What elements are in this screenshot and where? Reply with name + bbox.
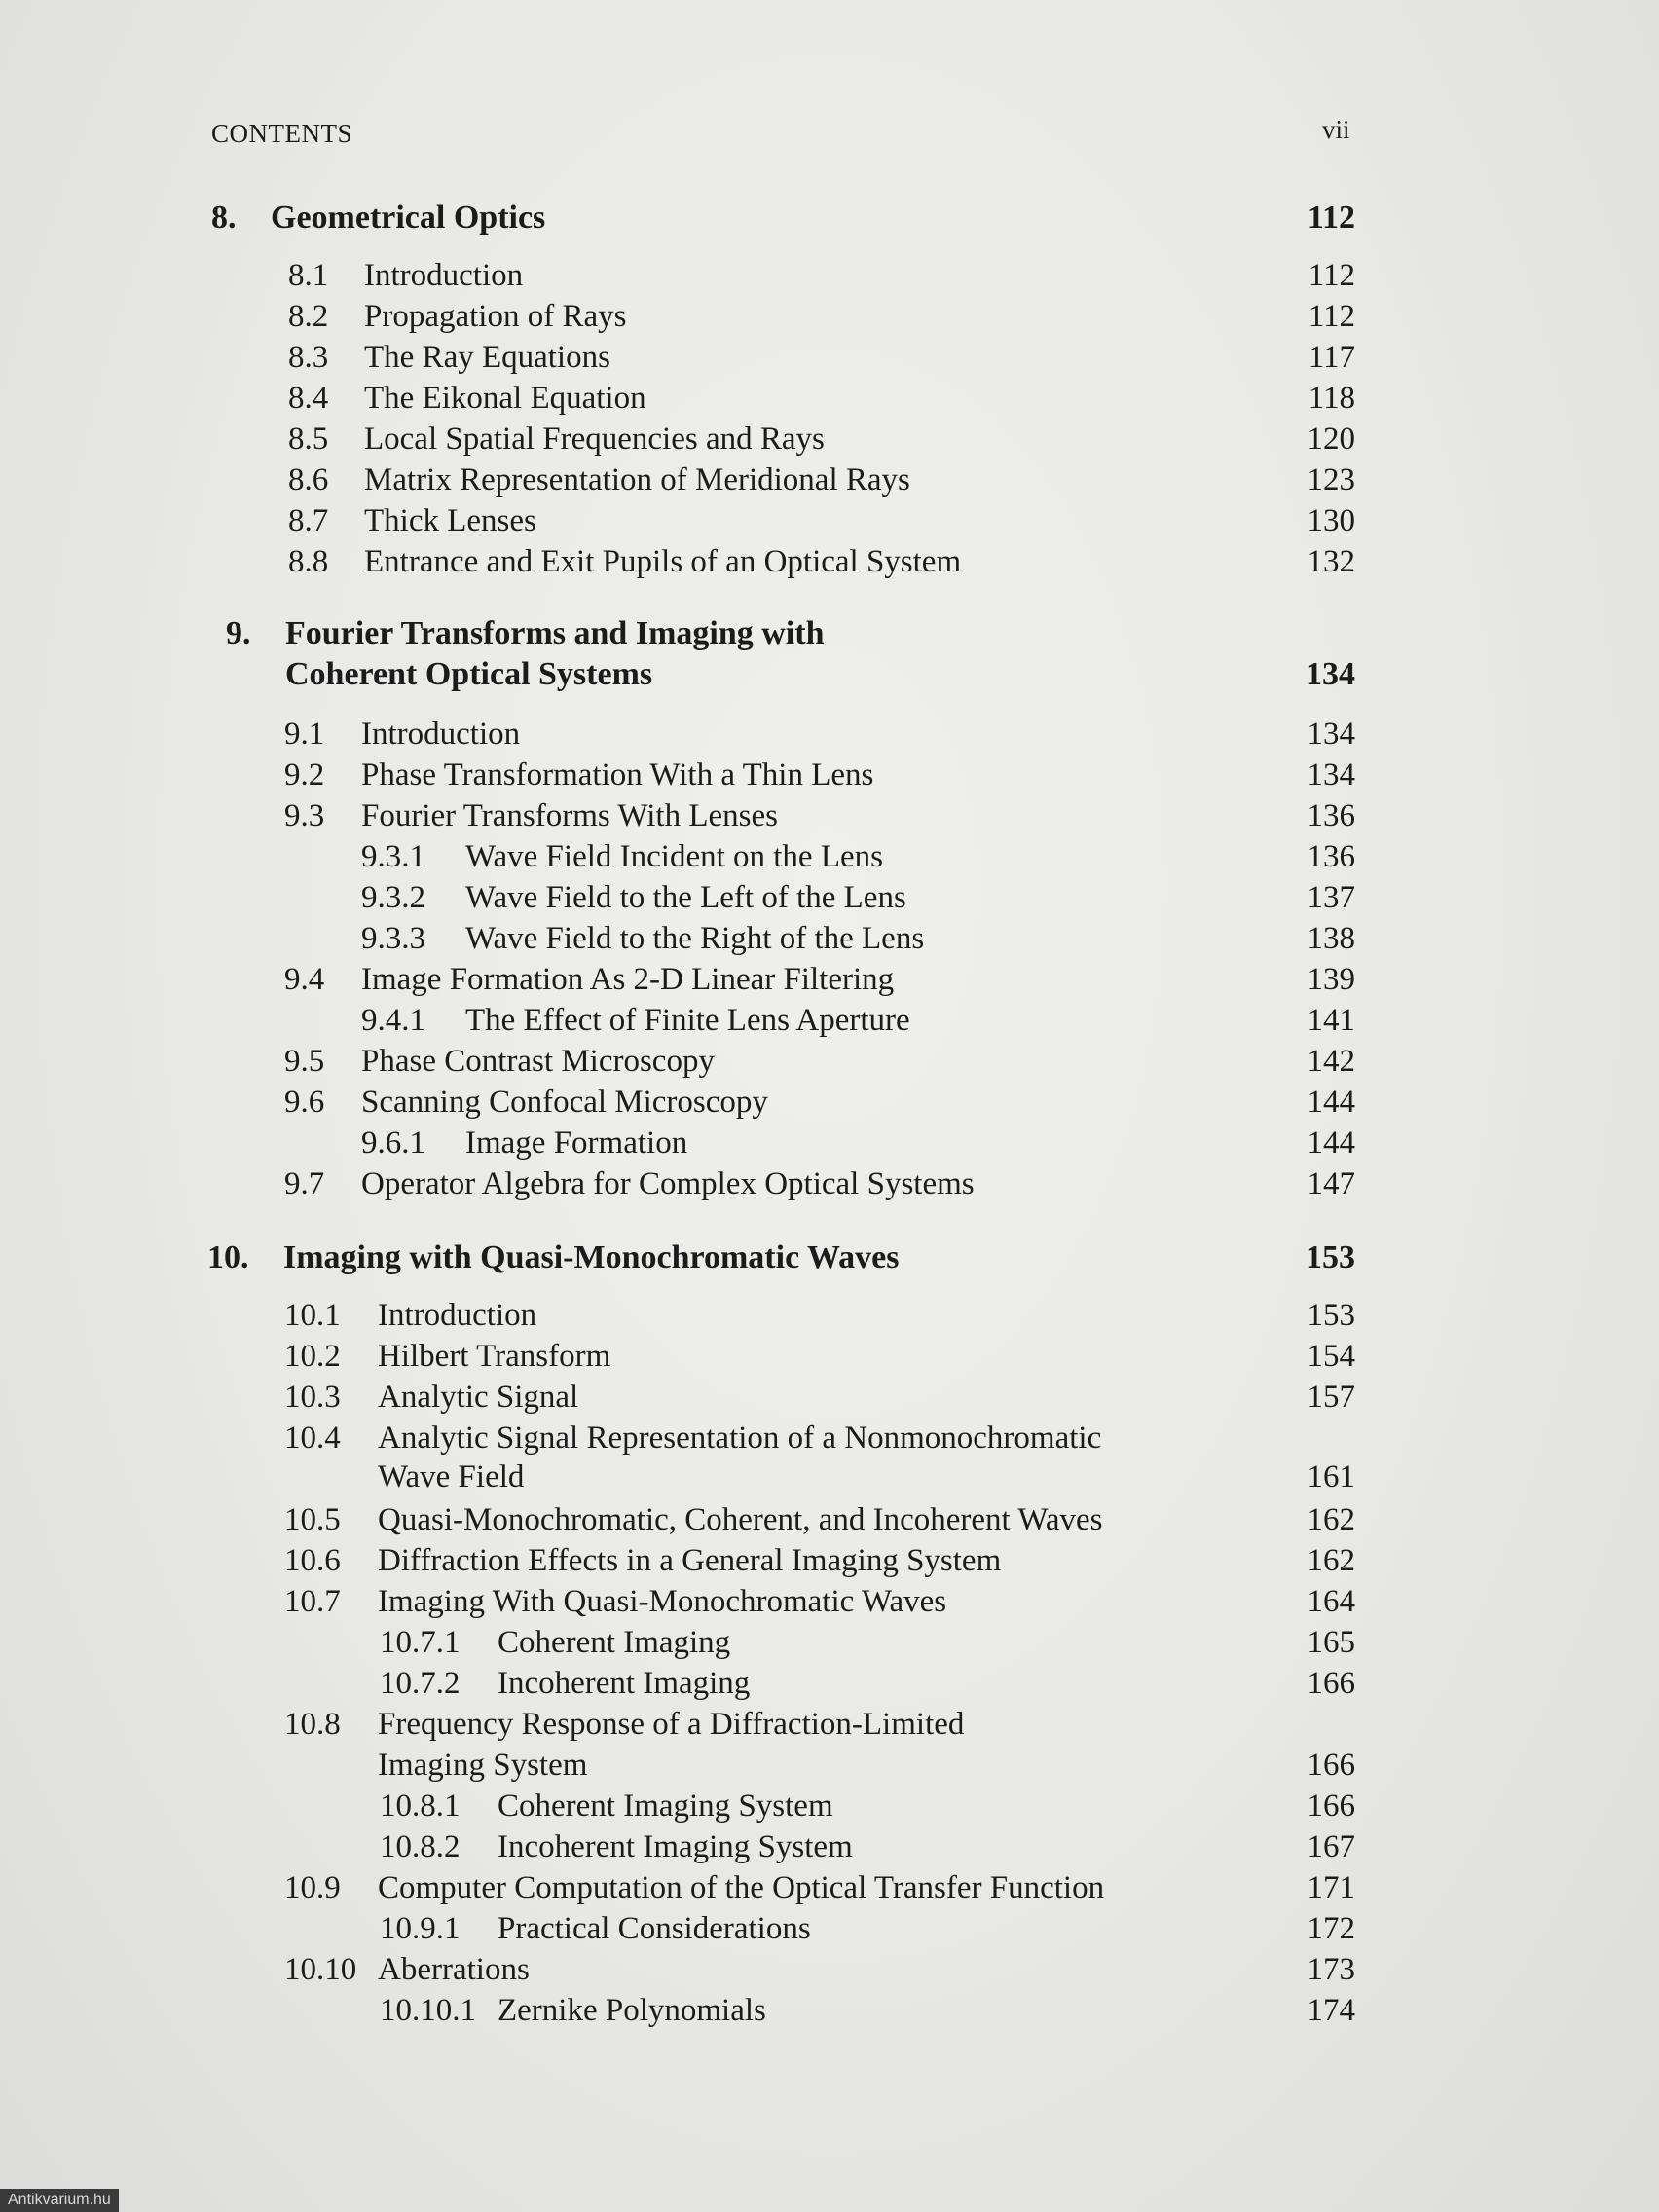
section-title: Thick Lenses <box>364 503 536 538</box>
subsection-number: 9.3.1 <box>361 839 425 874</box>
subsection-page: 174 <box>1307 1993 1355 2028</box>
section-number: 10.9 <box>284 1870 341 1905</box>
section-number: 9.3 <box>284 798 325 833</box>
chapter-number: 8. <box>211 200 237 236</box>
subsection-number: 9.3.2 <box>361 880 425 915</box>
section-number: 9.1 <box>284 717 325 752</box>
section-number: 10.10 <box>284 1952 357 1987</box>
section-page: 134 <box>1307 757 1355 793</box>
section-title: Computer Computation of the Optical Transfer Function <box>378 1870 1105 1905</box>
section-number: 8.3 <box>288 340 329 375</box>
subsection-title: Zernike Polynomials <box>498 1993 766 2028</box>
section-number: 10.6 <box>284 1543 341 1578</box>
section-page: 173 <box>1307 1952 1355 1987</box>
subsection-page: 167 <box>1307 1829 1355 1864</box>
section-title: Quasi-Monochromatic, Coherent, and Incoherent Waves <box>378 1502 1103 1537</box>
subsection-number: 9.3.3 <box>361 921 425 956</box>
subsection-title: Practical Considerations <box>498 1911 811 1946</box>
section-page: 130 <box>1307 503 1355 538</box>
subsection-title: Wave Field to the Left of the Lens <box>465 880 906 915</box>
subsection-page: 141 <box>1307 1003 1355 1038</box>
subsection-number: 10.9.1 <box>380 1911 461 1946</box>
subsection-number: 10.7.2 <box>380 1666 461 1701</box>
section-number: 8.4 <box>288 381 329 416</box>
section-number: 9.4 <box>284 962 325 997</box>
section-title: Image Formation As 2-D Linear Filtering <box>361 962 895 997</box>
section-page: 120 <box>1307 422 1355 457</box>
subsection-page: 138 <box>1307 921 1355 956</box>
section-title: Introduction <box>364 258 524 293</box>
section-page: 166 <box>1307 1748 1355 1783</box>
section-title: The Eikonal Equation <box>364 381 646 416</box>
section-page: 112 <box>1308 258 1355 293</box>
section-title: Imaging System <box>378 1748 588 1783</box>
page-number-roman: vii <box>1322 115 1350 144</box>
section-title: Frequency Response of a Diffraction-Limited <box>378 1707 965 1742</box>
subsection-page: 144 <box>1307 1125 1355 1161</box>
section-page: 161 <box>1307 1459 1355 1494</box>
chapter-number: 9. <box>226 615 251 651</box>
section-number: 8.7 <box>288 503 329 538</box>
section-title: Entrance and Exit Pupils of an Optical System <box>364 544 962 579</box>
subsection-page: 166 <box>1307 1666 1355 1701</box>
subsection-page: 172 <box>1307 1911 1355 1946</box>
section-page: 153 <box>1307 1298 1355 1333</box>
subsection-number: 10.8.2 <box>380 1829 461 1864</box>
subsection-title: Wave Field Incident on the Lens <box>465 839 883 874</box>
section-page: 112 <box>1308 299 1355 334</box>
section-number: 10.3 <box>284 1380 341 1415</box>
section-title: Local Spatial Frequencies and Rays <box>364 422 825 457</box>
section-page: 154 <box>1307 1339 1355 1374</box>
section-page: 157 <box>1307 1380 1355 1415</box>
section-page: 132 <box>1307 544 1355 579</box>
section-title: Diffraction Effects in a General Imaging System <box>378 1543 1002 1578</box>
section-title: Analytic Signal Representation of a Nonmonochromatic <box>378 1420 1102 1456</box>
subsection-title: Image Formation <box>465 1125 688 1161</box>
chapter-page: 153 <box>1306 1239 1355 1275</box>
section-number: 10.8 <box>284 1707 341 1742</box>
section-number: 9.2 <box>284 757 325 793</box>
section-page: 123 <box>1307 462 1355 498</box>
section-number: 9.7 <box>284 1166 325 1201</box>
subsection-title: Coherent Imaging <box>498 1625 731 1660</box>
section-title: Analytic Signal <box>378 1380 579 1415</box>
subsection-number: 10.7.1 <box>380 1625 461 1660</box>
chapter-title: Imaging with Quasi-Monochromatic Waves <box>283 1239 900 1275</box>
section-number: 10.4 <box>284 1420 341 1456</box>
subsection-page: 166 <box>1307 1788 1355 1824</box>
section-page: 117 <box>1308 340 1355 375</box>
section-page: 139 <box>1307 962 1355 997</box>
subsection-title: The Effect of Finite Lens Aperture <box>465 1003 910 1038</box>
section-number: 10.7 <box>284 1584 341 1619</box>
section-number: 10.5 <box>284 1502 341 1537</box>
subsection-number: 9.4.1 <box>361 1003 425 1038</box>
section-page: 142 <box>1307 1044 1355 1079</box>
section-number: 8.2 <box>288 299 329 334</box>
chapter-title: Coherent Optical Systems <box>285 656 653 692</box>
subsection-page: 136 <box>1307 839 1355 874</box>
section-title: Wave Field <box>378 1459 525 1494</box>
subsection-number: 10.10.1 <box>380 1993 476 2028</box>
watermark: Antikvarium.hu <box>0 2189 119 2212</box>
chapter-page: 134 <box>1306 656 1355 692</box>
subsection-title: Incoherent Imaging <box>498 1666 751 1701</box>
section-page: 171 <box>1307 1870 1355 1905</box>
section-title: Aberrations <box>378 1952 530 1987</box>
section-page: 118 <box>1308 381 1355 416</box>
subsection-title: Incoherent Imaging System <box>498 1829 853 1864</box>
section-number: 8.1 <box>288 258 329 293</box>
section-number: 9.5 <box>284 1044 325 1079</box>
section-number: 10.1 <box>284 1298 341 1333</box>
section-title: Fourier Transforms With Lenses <box>361 798 778 833</box>
subsection-title: Coherent Imaging System <box>498 1788 833 1824</box>
section-title: Imaging With Quasi-Monochromatic Waves <box>378 1584 947 1619</box>
section-title: Phase Transformation With a Thin Lens <box>361 757 874 793</box>
section-title: Phase Contrast Microscopy <box>361 1044 715 1079</box>
section-title: The Ray Equations <box>364 340 610 375</box>
section-page: 136 <box>1307 798 1355 833</box>
section-number: 9.6 <box>284 1085 325 1120</box>
subsection-title: Wave Field to the Right of the Lens <box>465 921 925 956</box>
section-page: 162 <box>1307 1502 1355 1537</box>
section-number: 8.8 <box>288 544 329 579</box>
chapter-title: Geometrical Optics <box>271 200 546 236</box>
chapter-number: 10. <box>207 1239 249 1275</box>
chapter-page: 112 <box>1307 200 1355 236</box>
section-page: 162 <box>1307 1543 1355 1578</box>
subsection-page: 137 <box>1307 880 1355 915</box>
section-title: Introduction <box>378 1298 537 1333</box>
subsection-page: 165 <box>1307 1625 1355 1660</box>
section-title: Introduction <box>361 717 521 752</box>
section-page: 134 <box>1307 717 1355 752</box>
section-title: Operator Algebra for Complex Optical Systems <box>361 1166 975 1201</box>
subsection-number: 10.8.1 <box>380 1788 461 1824</box>
running-header: CONTENTS <box>211 119 352 148</box>
section-title: Matrix Representation of Meridional Rays <box>364 462 910 498</box>
subsection-number: 9.6.1 <box>361 1125 425 1161</box>
section-title: Propagation of Rays <box>364 299 627 334</box>
section-page: 144 <box>1307 1085 1355 1120</box>
section-number: 10.2 <box>284 1339 341 1374</box>
section-number: 8.6 <box>288 462 329 498</box>
section-page: 164 <box>1307 1584 1355 1619</box>
section-title: Hilbert Transform <box>378 1339 611 1374</box>
section-number: 8.5 <box>288 422 329 457</box>
chapter-title: Fourier Transforms and Imaging with <box>285 615 825 651</box>
section-page: 147 <box>1307 1166 1355 1201</box>
section-title: Scanning Confocal Microscopy <box>361 1085 768 1120</box>
